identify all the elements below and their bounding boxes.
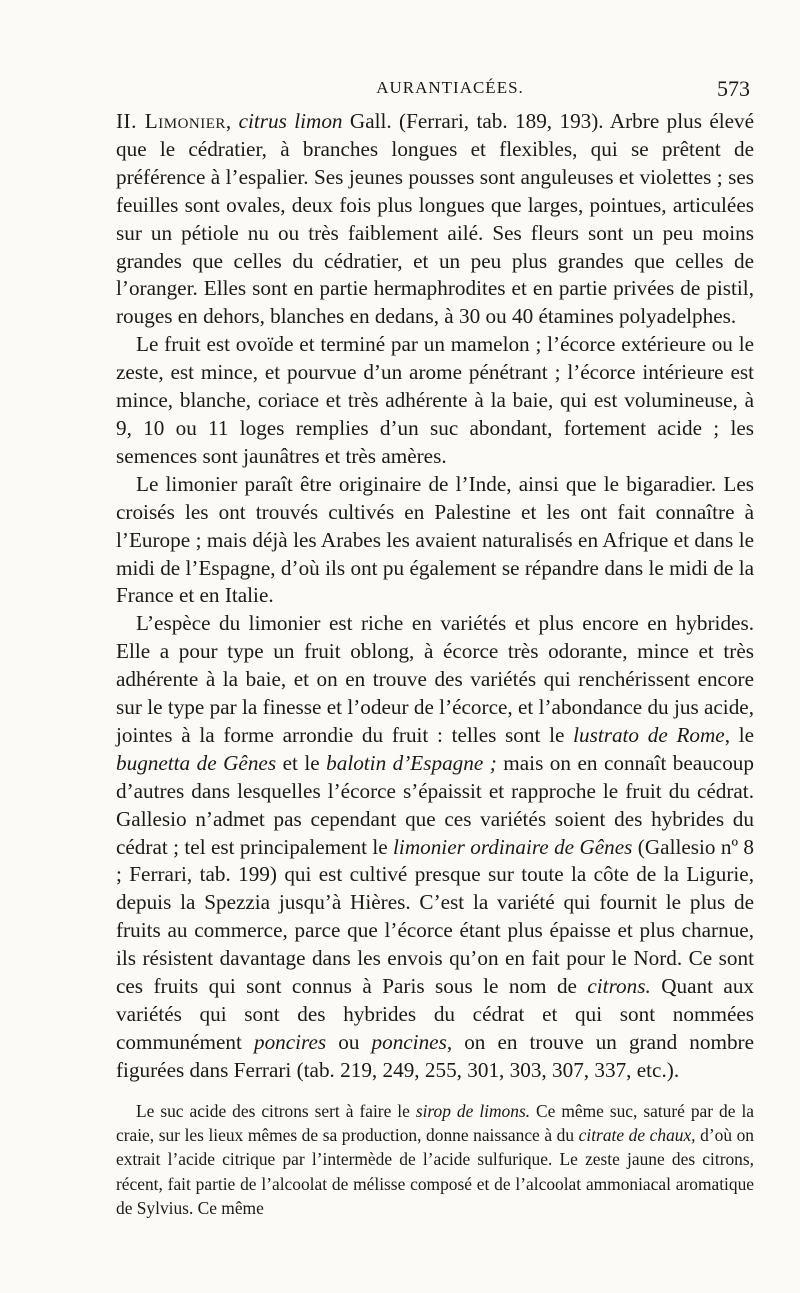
text-run: mais on en connaît beaucoup d’autres dans lesquelles l’écorce s’épaissit et rapproche le fruit du cédrat. Gallesio n’admet pas cependant que ces variétés soient des hybrides du cédrat ; tel est principalement le [116, 750, 754, 859]
running-header [116, 72, 754, 108]
paragraph-varieties [116, 610, 754, 1084]
preparation-name: citrate de chaux, [578, 1125, 696, 1146]
text-run: , le [724, 722, 755, 747]
variety-name: poncines [371, 1029, 447, 1054]
variety-name: limonier ordinaire de Gênes [393, 834, 633, 859]
variety-name: balotin d’Espagne ; [326, 750, 497, 775]
species-name: citrus limon [238, 109, 343, 133]
entry-heading: II. Limonier [116, 109, 226, 133]
text-run: , [225, 109, 239, 133]
variety-name: lustrato de Rome [573, 722, 725, 747]
variety-name: poncires [253, 1029, 327, 1054]
preparation-name: sirop de limons. [415, 1100, 531, 1121]
text-run: Ce même suc, saturé par de la craie, sur les lieux mêmes de sa production, donne naissance à du [116, 1100, 754, 1146]
text-run: L’espèce du limonier est riche en variétés et plus encore en hybrides. Elle a pour type un fruit oblong, à écorce très odorante, mince et très adhérente à la baie, et on en trouve des variétés qui renchérissent encore sur le type par la finesse et l’odeur de l’écorce, et l’abondance du jus acide, jointes à la forme arrondie du fruit : telles sont le [116, 611, 754, 747]
text-run: , on en trouve un grand nombre figurées dans Ferrari (tab. 219, 249, 255, 301, 303, 307, 337, etc.). [116, 1029, 754, 1082]
page-number: 573 [717, 76, 750, 101]
text-run: d’où on extrait l’acide citrique par l’intermède de l’acide sulfurique. Le zeste jaune des citrons, récent, fait partie de l’alcoolat de mélisse composé et de l’alcoolat ammoniacal aromatique de Sylvius. Ce même [116, 1125, 754, 1218]
text-run: ou [326, 1029, 372, 1054]
text-run: et le [276, 750, 327, 775]
variety-name: bugnetta de Gênes [116, 750, 277, 775]
paragraph-limonier-description [116, 108, 754, 331]
main-text [116, 108, 754, 1085]
running-title: AURANTIACÉES. [376, 78, 524, 97]
paragraph-origin: Le limonier paraît être originaire de l’Inde, ainsi que le bigaradier. Les croisés les ont trouvés cultivés en Palestine et les ont fait connaître à l’Europe ; mais déjà les Arabes les avaient naturalisés en Afrique et dans le midi de l’Espagne, d’où ils ont pu également se répandre dans le midi de la France et en Italie. [116, 471, 754, 608]
text-run: Gall. (Ferrari, tab. 189, 193). Arbre plus élevé que le cédratier, à branches longues et flexibles, qui se prêtent de préférence à l’espalier. Ses jeunes pousses sont anguleuses et violettes ; ses feuilles sont ovales, deux fois plus longues que larges, pointues, articulées sur un pétiole nu ou très faiblement ailé. Ses fleurs sont un peu moins grandes que celles du cédratier, et un peu plus grandes que celles de l’oranger. Elles sont en partie hermaphrodites et en partie privées de pistil, rouges en dehors, blanches en dedans, à 30 ou 40 étamines polyadelphes. [116, 109, 755, 329]
variety-name: citrons. [587, 974, 651, 999]
text-run: Le suc acide des citrons sert à faire le [136, 1100, 416, 1121]
small-print-note [116, 1099, 754, 1220]
paragraph-fruit: Le fruit est ovoïde et terminé par un mamelon ; l’écorce extérieure ou le zeste, est mince, et pourvue d’un arome pénétrant ; l’écorce intérieure est mince, blanche, coriace et très adhérente à la baie, qui est volumineuse, à 9, 10 ou 11 loges remplies d’un suc abondant, fortement acide ; les semences sont jaunâtres et très amères. [116, 332, 754, 468]
text-run: Quant aux variétés qui sont des hybrides du cédrat et qui sont nommées communément [116, 974, 755, 1054]
text-run: (Gallesio nº 8 ; Ferrari, tab. 199) qui est cultivé presque sur toute la côte de la Ligurie, depuis la Spezzia jusqu’à Hières. C’est la variété qui fournit le plus de fruits au commerce, parce que l’écorce étant plus épaisse et plus charnue, ils résistent davantage dans les envois qu’on en fait pour le Nord. Ce sont ces fruits qui sont connus à Paris sous le nom de [116, 834, 755, 999]
